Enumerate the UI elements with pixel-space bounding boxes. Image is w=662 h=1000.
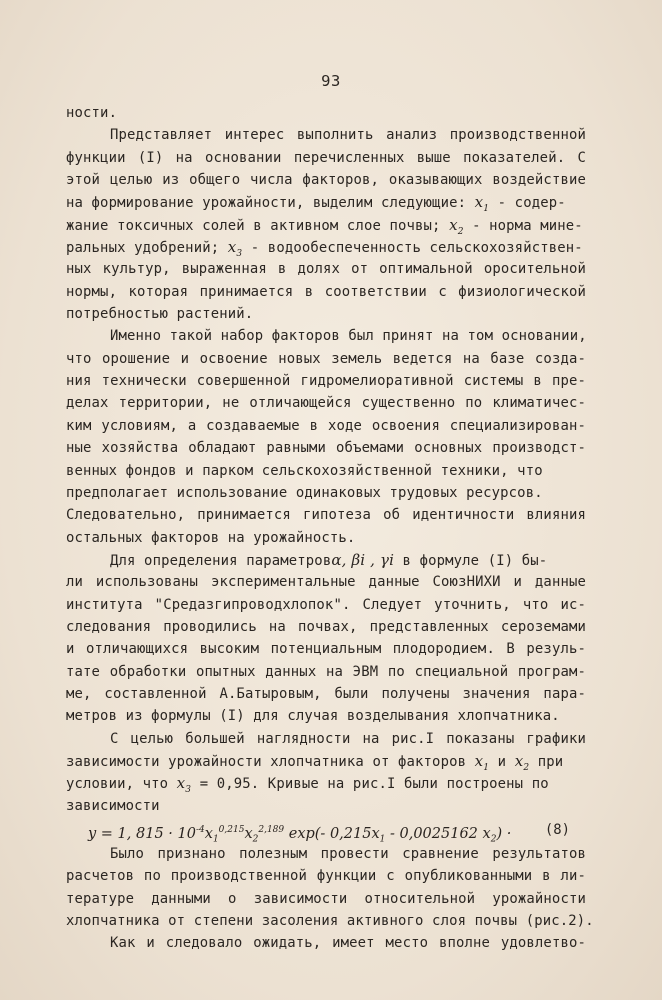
equation-8 [66, 817, 586, 843]
text-line: ные хозяйства обладают равными объемами основных производст- [66, 440, 586, 457]
text-line: венных фондов и парком сельскохозяйственной техники, что [66, 462, 543, 479]
text-line: нормы, которая принимается в соответствии с физиологической [66, 283, 586, 300]
text-fragment: на формирование урожайности, выделим следующие: [66, 195, 475, 212]
text-fragment: в формуле (I) бы- [394, 552, 548, 569]
text-line: хлопчатника от степени засоления активного слоя почвы (рис.2). [66, 913, 594, 930]
symbol-x3: $x_3$ [176, 774, 192, 796]
text-line: следования проводились на почвах, представленных сероземами [66, 618, 586, 635]
text-line: ния технически совершенной гидромелиоративной системы в пре- [66, 373, 586, 390]
symbol-params: α, βi , γi [331, 550, 395, 569]
text-line: зависимости [66, 797, 160, 814]
symbol-x2: $x_2$ [449, 215, 464, 237]
text-fragment: Для определения параметров [110, 552, 332, 569]
text-fragment: условии, что [66, 776, 177, 793]
text-line: потребностью растений. [66, 306, 254, 323]
text-line: тате обработки опытных данных на ЭВМ по специальной програм- [66, 663, 586, 680]
text-line: Представляет интерес выполнить анализ производственной [110, 127, 586, 144]
text-line: института "Средазгипроводхлопок". Следует уточнить, что ис- [66, 596, 586, 613]
paragraph-continuation: ности. [66, 105, 118, 121]
text-line: остальных факторов на урожайность. [66, 529, 356, 546]
symbol-x1: $x_1$ [474, 193, 490, 215]
text-fragment: - водообеспеченность сельскохозяйствен- [242, 240, 583, 257]
text-line: и отличающихся высоким потенциальным плодородием. В резуль- [66, 641, 586, 658]
text-line [66, 750, 586, 772]
text-line [66, 772, 586, 794]
text-line: метров из формулы (I) для случая возделывания хлопчатника. [66, 708, 560, 725]
text-line: предполагает использование одинаковых трудовых ресурсов. [66, 484, 543, 501]
equation-number: (8) [544, 822, 570, 838]
text-line [66, 191, 586, 213]
text-fragment: ральных удобрений; [66, 240, 228, 257]
text-line: тературе данными о зависимости относительной урожайности [66, 890, 586, 907]
text-fragment: - содер- [489, 195, 566, 212]
text-fragment: = 0,95. Кривые на рис.I были построены по [191, 776, 549, 793]
text-line: ким условиям, а создаваемые в ходе освоения специализирован- [66, 417, 586, 434]
formula-expression: y = 1, $815 \cdot 10^{-4}x_1^{0,215}x_2^{2,189}$ exp(- $0,215x_1 - 0,0025162$ $x_2$) · [88, 825, 512, 845]
text-line: С целью большей наглядности на рис.I показаны графики [110, 730, 586, 747]
text-line: расчетов по производственной функции с опубликованными в ли- [66, 868, 586, 885]
text-line: ных культур, выраженная в долях от оптимальной оросительной [66, 261, 586, 278]
text-fragment: зависимости урожайности хлопчатника от факторов [66, 753, 475, 770]
text-line: этой целью из общего числа факторов, оказывающих воздействие [66, 172, 586, 189]
text-line: Именно такой набор факторов был принят на том основании, [110, 328, 587, 345]
symbol-x1: $x_1$ [474, 751, 490, 773]
text-line: делах территории, не отличающейся существенно по климатичес- [66, 395, 586, 412]
text-fragment: - норма мине- [463, 217, 583, 234]
text-line: Как и следовало ожидать, имеет место вполне удовлетво- [110, 935, 586, 952]
text-line [66, 214, 586, 236]
text-line: ме, составленной А.Батыровым, были получены значения пара- [66, 685, 586, 702]
page-number: 93 [321, 72, 341, 90]
body-text [66, 102, 594, 955]
text-line: Было признано полезным провести сравнение результатов [110, 846, 586, 862]
text-line [66, 236, 586, 258]
text-line: функции (I) на основании перечисленных выше показателей. С [66, 149, 586, 166]
text-fragment: при [529, 753, 564, 770]
symbol-x3: $x_3$ [227, 238, 243, 260]
text-line: что орошение и освоение новых земель ведется на базе созда- [66, 350, 586, 367]
symbol-x2: $x_2$ [514, 751, 530, 773]
text-line [66, 549, 586, 571]
text-fragment: и [489, 753, 515, 770]
text-fragment: жание токсичных солей в активном слое почвы; [66, 217, 450, 234]
text-line: Следовательно, принимается гипотеза об идентичности влияния [66, 507, 586, 524]
text-line: ли использованы экспериментальные данные СоюзНИХИ и данные [66, 574, 586, 591]
